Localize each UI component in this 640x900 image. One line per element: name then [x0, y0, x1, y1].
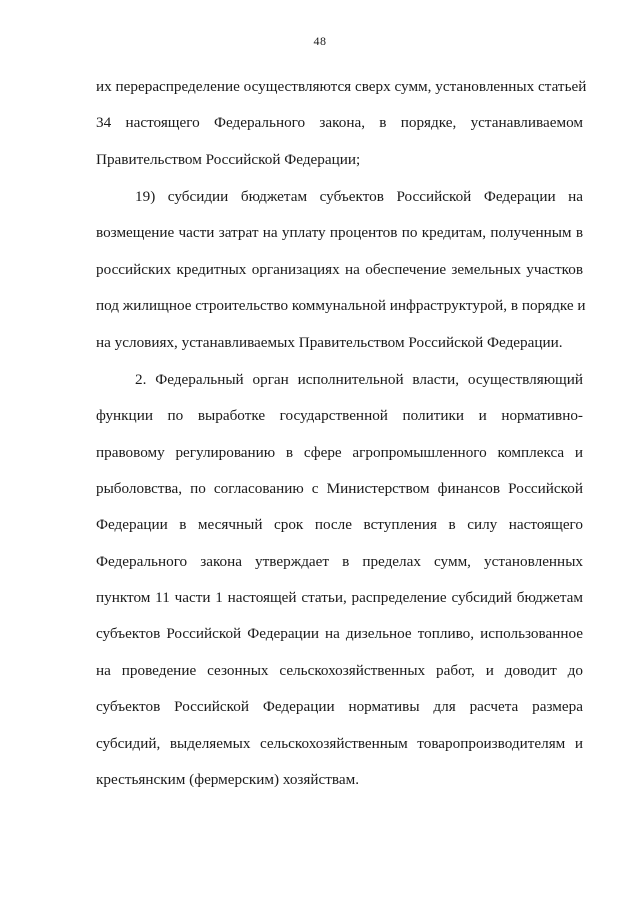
text-line: функции по выработке государственной политики и нормативно-: [96, 407, 583, 425]
paragraph-item-19: [96, 185, 586, 367]
text-line: крестьянским (фермерским) хозяйствам.: [96, 771, 360, 789]
text-line: их перераспределение осуществляются сверх сумм, установленных статьей: [96, 78, 587, 95]
text-line: на условиях, устанавливаемых Правительством Российской Федерации.: [96, 333, 563, 351]
text-line: рыболовства, по согласованию с Министерством финансов Российской: [96, 479, 583, 497]
text-line: на проведение сезонных сельскохозяйственных работ, и доводит до: [96, 661, 583, 679]
text-line: Федерального закона утверждает в пределах сумм, установленных: [96, 552, 583, 570]
text-line: субсидий, выделяемых сельскохозяйственным товаропроизводителям и: [96, 734, 583, 752]
page-number: 48: [313, 34, 327, 48]
text-line: субъектов Российской Федерации на дизельное топливо, использованное: [96, 625, 583, 643]
paragraph-continuation: [96, 75, 587, 184]
text-line: пунктом 11 части 1 настоящей статьи, распределение субсидий бюджетам: [96, 589, 583, 607]
text-line: 19) субсидии бюджетам субъектов Российской Федерации на: [135, 187, 583, 205]
text-line: 34 настоящего Федерального закона, в порядке, устанавливаемом: [96, 114, 583, 132]
text-line: Правительством Российской Федерации;: [96, 150, 361, 168]
text-line: российских кредитных организациях на обеспечение земельных участков: [96, 260, 583, 278]
text-line: субъектов Российской Федерации нормативы для расчета размера: [96, 698, 583, 716]
text-line: правовому регулированию в сфере агропромышленного комплекса и: [96, 443, 583, 461]
text-line: возмещение части затрат на уплату процентов по кредитам, полученным в: [96, 224, 583, 242]
text-line: 2. Федеральный орган исполнительной власти, осуществляющий: [135, 370, 583, 388]
text-line: Федерации в месячный срок после вступления в силу настоящего: [96, 516, 583, 534]
text-line: под жилищное строительство коммунальной инфраструктурой, в порядке и: [96, 297, 586, 315]
document-body: [96, 75, 587, 804]
paragraph-part-2: [96, 368, 583, 805]
